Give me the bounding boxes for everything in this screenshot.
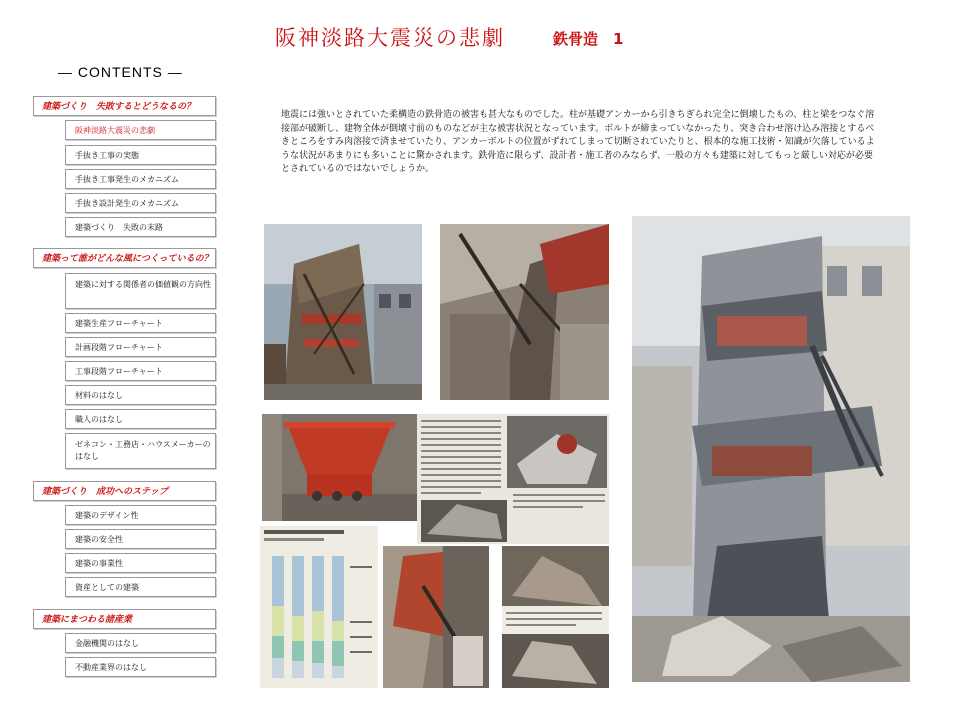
photo-rubble bbox=[502, 546, 609, 688]
nav-item-construction-flow[interactable]: 工事段階フローチャート bbox=[65, 361, 216, 381]
section-success-steps[interactable]: 建築づくり 成功へのステップ bbox=[33, 481, 216, 501]
photo-fractured-column bbox=[383, 546, 489, 688]
nav-item-shoddy-work-mechanism[interactable]: 手抜き工事発生のメカニズム bbox=[65, 169, 216, 189]
section-industries[interactable]: 建築にまつわる諸産業 bbox=[33, 609, 216, 629]
description-paragraph: 地震には強いとされていた柔構造の鉄骨造の被害も甚大なものでした。柱が基礎アンカーから引きちぎられ完全に倒壊したもの、柱と梁をつなぐ溶接部が破断し、建物全体が倒壊寸前のものなどが主な被害状況となっています。ボルトが締まっていなかったり、突き合わせ溶け込み溶接とするべきところをすみ肉溶接で済ませていたり、アンカーボルトの位置がずれてしまって切断されていたりと、根本的な施工技術・知識が欠落しているような状況があまりにも多いことに驚かされます。鉄骨造に限らず、設計者・施工者のみならず、一般の方々も建築に対してもっと厳しい対応が必要とされているのではないでしょうか。 bbox=[281, 110, 875, 174]
nav-item-production-flow[interactable]: 建築生産フローチャート bbox=[65, 313, 216, 333]
nav-item-safety[interactable]: 建築の安全性 bbox=[65, 529, 216, 549]
nav-item-failure-end[interactable]: 建築づくり 失敗の末路 bbox=[65, 217, 216, 237]
page-subtitle: 鉄骨造 1 bbox=[553, 30, 624, 48]
nav-item-business[interactable]: 建築の事業性 bbox=[65, 553, 216, 573]
photo-broken-beam bbox=[440, 224, 609, 400]
section-who-builds[interactable]: 建築って誰がどんな風につくっているの？ bbox=[33, 248, 216, 268]
photo-column-base bbox=[262, 414, 417, 521]
nav-item-stakeholder-values[interactable]: 建築に対する関係者の価値観の方向性 bbox=[65, 273, 216, 309]
nav-item-design[interactable]: 建築のデザイン性 bbox=[65, 505, 216, 525]
nav-item-asset[interactable]: 資産としての建築 bbox=[65, 577, 216, 597]
nav-item-finance[interactable]: 金融機関のはなし bbox=[65, 633, 216, 653]
page-title: 阪神淡路大震災の悲劇 bbox=[275, 26, 505, 50]
nav-item-real-estate[interactable]: 不動産業界のはなし bbox=[65, 657, 216, 677]
nav-item-contractors[interactable]: ゼネコン・工務店・ハウスメーカーのはなし bbox=[65, 433, 216, 469]
nav-item-planning-flow[interactable]: 計画段階フローチャート bbox=[65, 337, 216, 357]
photo-tilted-building bbox=[632, 216, 910, 682]
nav-item-hanshin-tragedy[interactable]: 阪神淡路大震災の悲劇 bbox=[65, 120, 216, 140]
contents-heading: — CONTENTS — bbox=[58, 64, 183, 80]
nav-item-materials[interactable]: 材料のはなし bbox=[65, 385, 216, 405]
photo-collapsed-building-1 bbox=[264, 224, 422, 400]
nav-item-shoddy-work[interactable]: 手抜き工事の実態 bbox=[65, 145, 216, 165]
nav-item-shoddy-design-mechanism[interactable]: 手抜き設計発生のメカニズム bbox=[65, 193, 216, 213]
photo-article-clipping bbox=[417, 414, 609, 544]
section-failure[interactable]: 建築づくり 失敗するとどうなるの？ bbox=[33, 96, 216, 116]
nav-item-craftsmen[interactable]: 職人のはなし bbox=[65, 409, 216, 429]
chart-damage-comparison bbox=[260, 526, 378, 688]
